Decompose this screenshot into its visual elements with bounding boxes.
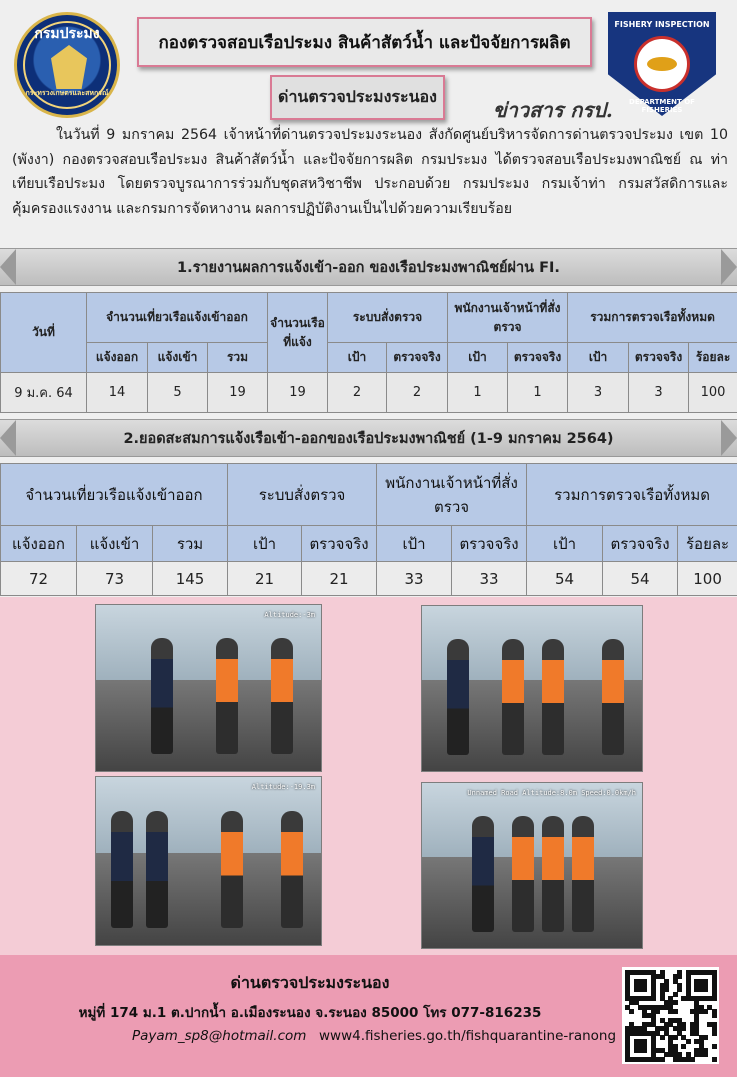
header-tot-actual: ตรวจจริง bbox=[603, 526, 678, 562]
header-sys-target: เป้า bbox=[228, 526, 302, 562]
news-tag: ข่าวสาร กรป. bbox=[493, 98, 613, 122]
qr-module bbox=[677, 974, 682, 979]
qr-module bbox=[642, 987, 647, 992]
header-in: แจ้งเข้า bbox=[77, 526, 153, 562]
header-sys-target: เป้า bbox=[328, 343, 387, 373]
qr-module bbox=[712, 996, 717, 1001]
logo-left-top-text: กรมประมง bbox=[34, 26, 100, 42]
intro-paragraph: ในวันที่ 9 มกราคม 2564 เจ้าหน้าที่ด่านตรวจประมงระนอง สังกัดศูนย์บริหารจัดการด่านตรวจประมง เขต 10 (พังงา) กองตรวจสอบเรือประมง สินค้าสัตว์น้ำ และปัจจัยการผลิต กรมประมง ได้ตรวจสอบเรือประมงพาณิชย์ ณ ท่าเทียบเรือประมง โดยตรวจบูรณาการร่วมกับชุดสหวิชาชีพ ประกอบด้วย กรมประมง กรมเจ้าท่า กรมสวัสดิการและคุ้มครองแรงงาน และกรมการจัดหางาน ผลการปฏิบัติงานเป็นไปด้วยความเรียบร้อย bbox=[12, 127, 728, 217]
qr-code-icon[interactable] bbox=[622, 967, 719, 1064]
cell-percent: 100 bbox=[678, 562, 737, 596]
department-of-fisheries-logo bbox=[14, 12, 120, 118]
cell-tot-actual: 54 bbox=[603, 562, 678, 596]
header-trips: จำนวนเที่ยวเรือแจ้งเข้าออก bbox=[1, 464, 228, 526]
logo-left-bottom-text: กระทรวงเกษตรและสหกรณ์ bbox=[25, 89, 109, 97]
header-sum: รวม bbox=[208, 343, 268, 373]
header-tot-target: เป้า bbox=[568, 343, 629, 373]
qr-module bbox=[712, 1031, 717, 1036]
header-sys-actual: ตรวจจริง bbox=[387, 343, 448, 373]
qr-module bbox=[712, 1013, 717, 1018]
cell-sys-actual: 2 bbox=[387, 373, 448, 413]
qr-module bbox=[673, 1035, 678, 1040]
header-off-actual: ตรวจจริง bbox=[508, 343, 568, 373]
header-percent: ร้อยละ bbox=[689, 343, 737, 373]
photo-stamp: Unnamed Road Altitude:8.0m Speed:0.0km/h bbox=[467, 789, 636, 797]
qr-module bbox=[712, 1057, 717, 1062]
section2-heading: 2.ยอดสะสมการแจ้งเรือเข้า-ออกของเรือประมงพาณิชย์ (1-9 มกราคม 2564) bbox=[0, 419, 737, 457]
fishery-inspection-logo bbox=[608, 12, 716, 116]
inspection-photo-1 bbox=[95, 604, 322, 772]
qr-module bbox=[681, 1026, 686, 1031]
inspection-photo-3 bbox=[95, 776, 322, 946]
header-total: รวมการตรวจเรือทั้งหมด bbox=[568, 293, 737, 343]
qr-module bbox=[703, 1052, 708, 1057]
page-title: กองตรวจสอบเรือประมง สินค้าสัตว์น้ำ และปัจจัยการผลิต bbox=[137, 17, 592, 67]
header-out: แจ้งออก bbox=[1, 526, 77, 562]
header-sum: รวม bbox=[153, 526, 228, 562]
header-total: รวมการตรวจเรือทั้งหมด bbox=[527, 464, 737, 526]
qr-module bbox=[686, 1039, 691, 1044]
header-out: แจ้งออก bbox=[87, 343, 148, 373]
footer-website-link[interactable]: www4.fisheries.go.th/fishquarantine-ranong bbox=[319, 1028, 617, 1044]
cell-sys-target: 21 bbox=[228, 562, 302, 596]
cell-sum: 145 bbox=[153, 562, 228, 596]
cumulative-report-table bbox=[0, 463, 737, 596]
daily-report-table bbox=[0, 292, 737, 413]
header-date: วันที่ bbox=[1, 293, 87, 373]
section1-heading: 1.รายงานผลการแจ้งเข้า-ออก ของเรือประมงพาณิชย์ผ่าน FI. bbox=[0, 248, 737, 286]
qr-module bbox=[690, 1057, 695, 1062]
cell-sys-actual: 21 bbox=[302, 562, 377, 596]
cell-out: 14 bbox=[87, 373, 148, 413]
header-trips: จำนวนเที่ยวเรือแจ้งเข้าออก bbox=[87, 293, 268, 343]
header-off-target: เป้า bbox=[377, 526, 452, 562]
cell-tot-target: 3 bbox=[568, 373, 629, 413]
qr-module bbox=[673, 1000, 678, 1005]
inspection-photo-4 bbox=[421, 782, 643, 949]
qr-module bbox=[712, 1044, 717, 1049]
cell-percent: 100 bbox=[689, 373, 737, 413]
cell-in: 5 bbox=[148, 373, 208, 413]
qr-module bbox=[651, 996, 656, 1001]
qr-module bbox=[681, 1044, 686, 1049]
qr-module bbox=[703, 987, 708, 992]
header-off-target: เป้า bbox=[448, 343, 508, 373]
cell-date: 9 ม.ค. 64 bbox=[1, 373, 87, 413]
header-system: ระบบสั่งตรวจ bbox=[228, 464, 377, 526]
qr-module bbox=[664, 987, 669, 992]
cell-in: 73 bbox=[77, 562, 153, 596]
qr-module bbox=[677, 987, 682, 992]
cell-sys-target: 2 bbox=[328, 373, 387, 413]
footer-email-link[interactable]: Payam_sp8@hotmail.com bbox=[132, 1028, 307, 1044]
page-subtitle: ด่านตรวจประมงระนอง bbox=[270, 75, 445, 120]
qr-module bbox=[703, 1009, 708, 1014]
table-row bbox=[1, 562, 737, 596]
qr-module bbox=[703, 1035, 708, 1040]
logo-right-top-text: FISHERY INSPECTION bbox=[614, 20, 710, 29]
qr-module bbox=[655, 1009, 660, 1014]
header-percent: ร้อยละ bbox=[678, 526, 737, 562]
table-row bbox=[1, 373, 737, 413]
header-officer: พนักงานเจ้าหน้าที่สั่งตรวจ bbox=[448, 293, 568, 343]
cell-tot-actual: 3 bbox=[629, 373, 689, 413]
cell-off-target: 1 bbox=[448, 373, 508, 413]
cell-off-actual: 1 bbox=[508, 373, 568, 413]
qr-module bbox=[660, 1035, 665, 1040]
cell-off-target: 33 bbox=[377, 562, 452, 596]
qr-module bbox=[673, 992, 678, 997]
photo-stamp: Altitude:-19.3m bbox=[251, 783, 315, 791]
fish-emblem-icon bbox=[634, 36, 690, 92]
qr-module bbox=[642, 1048, 647, 1053]
header-officer: พนักงานเจ้าหน้าที่สั่งตรวจ bbox=[377, 464, 527, 526]
qr-module bbox=[660, 1057, 665, 1062]
cell-tot-target: 54 bbox=[527, 562, 603, 596]
cell-sum: 19 bbox=[208, 373, 268, 413]
footer-office-name: ด่านตรวจประมงระนอง bbox=[230, 973, 390, 992]
header-off-actual: ตรวจจริง bbox=[452, 526, 527, 562]
header-vessels: จำนวนเรือที่แจ้ง bbox=[268, 293, 328, 373]
header-system: ระบบสั่งตรวจ bbox=[328, 293, 448, 343]
header-sys-actual: ตรวจจริง bbox=[302, 526, 377, 562]
header-in: แจ้งเข้า bbox=[148, 343, 208, 373]
cell-off-actual: 33 bbox=[452, 562, 527, 596]
header-tot-actual: ตรวจจริง bbox=[629, 343, 689, 373]
photo-stamp: Altitude:-3m bbox=[264, 611, 315, 619]
logo-right-bottom-text: DEPARTMENT OF FISHERIES bbox=[629, 98, 695, 114]
header-tot-target: เป้า bbox=[527, 526, 603, 562]
cell-out: 72 bbox=[1, 562, 77, 596]
inspection-photo-2 bbox=[421, 605, 643, 772]
qr-module bbox=[629, 1009, 634, 1014]
qr-module bbox=[673, 1009, 678, 1014]
cell-vessels: 19 bbox=[268, 373, 328, 413]
footer-address: หมู่ที่ 174 ม.1 ต.ปากน้ำ อ.เมืองระนอง จ.ระนอง 85000 โทร 077-816235 bbox=[78, 1005, 542, 1021]
